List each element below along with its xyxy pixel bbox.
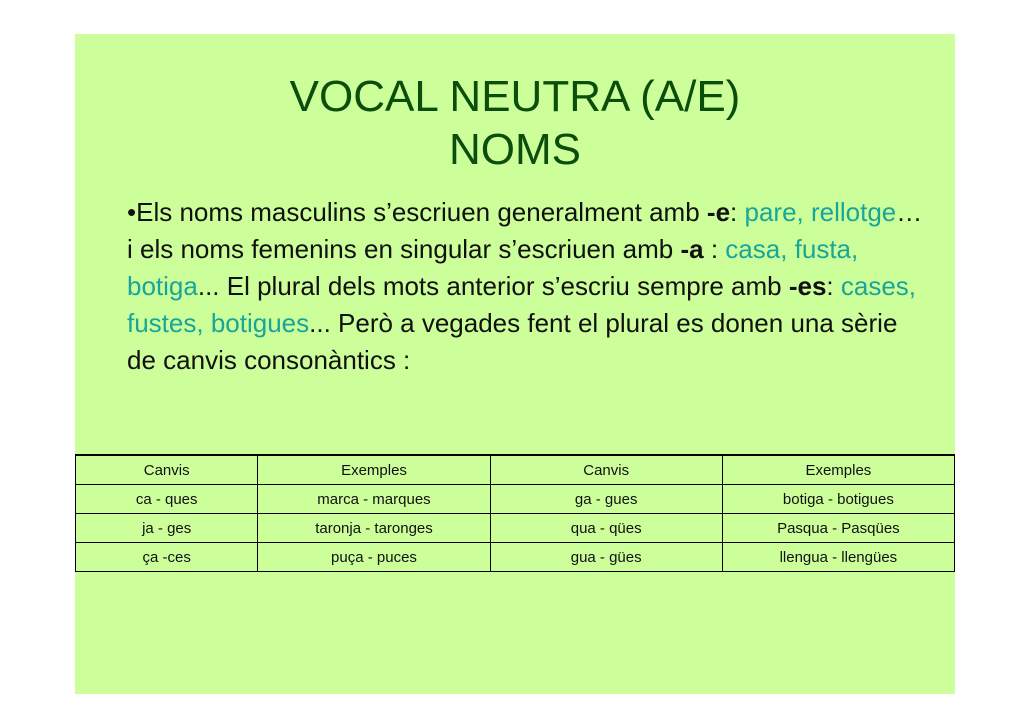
example-feminine: casa, fusta, botiga: [127, 234, 859, 301]
example-plural: cases, fustes, botigues: [127, 271, 917, 338]
slide-title-line1: VOCAL NEUTRA (A/E): [289, 72, 741, 121]
text-segment: … i els noms femenins en singular s’escriuen amb: [127, 197, 923, 264]
table-cell: gua - gües: [490, 543, 722, 572]
table-cell: Pasqua - Pasqües: [722, 514, 954, 543]
text-segment: :: [703, 234, 726, 264]
table-cell: marca - marques: [258, 485, 490, 514]
table-cell: taronja - taronges: [258, 514, 490, 543]
header-cell: Exemples: [258, 455, 490, 485]
table-cell: qua - qües: [490, 514, 722, 543]
table-cell: puça - puces: [258, 543, 490, 572]
table-row: [76, 514, 955, 543]
text-segment: :: [730, 197, 745, 227]
table-row: [76, 485, 955, 514]
suffix-e: -e: [706, 197, 731, 227]
suffix-es: -es: [788, 271, 827, 301]
header-cell: Canvis: [76, 455, 258, 485]
example-masculine: pare, rellotge: [744, 197, 897, 227]
table-cell: botiga - botigues: [722, 485, 954, 514]
text-segment: :: [826, 271, 841, 301]
table-row: [76, 543, 955, 572]
header-cell: Exemples: [722, 455, 954, 485]
table-cell: ca - ques: [76, 485, 258, 514]
table-cell: ça -ces: [76, 543, 258, 572]
slide-title-line2: NOMS: [449, 125, 581, 174]
changes-table: [75, 454, 955, 572]
bullet: •: [127, 197, 137, 227]
text-segment: ... Però a vegades fent el plural es donen una sèrie de canvis consonàntics :: [127, 308, 898, 375]
suffix-a: -a: [680, 234, 704, 264]
table-header-row: [76, 455, 955, 485]
body-paragraph: [127, 194, 927, 379]
table-cell: ja - ges: [76, 514, 258, 543]
text-segment: ... El plural dels mots anterior s’escriu sempre amb: [197, 271, 789, 301]
slide: [75, 34, 955, 694]
text-segment: Els noms masculins s’escriuen generalment amb: [136, 197, 707, 227]
header-cell: Canvis: [490, 455, 722, 485]
table-cell: ga - gues: [490, 485, 722, 514]
table-cell: llengua - llengües: [722, 543, 954, 572]
